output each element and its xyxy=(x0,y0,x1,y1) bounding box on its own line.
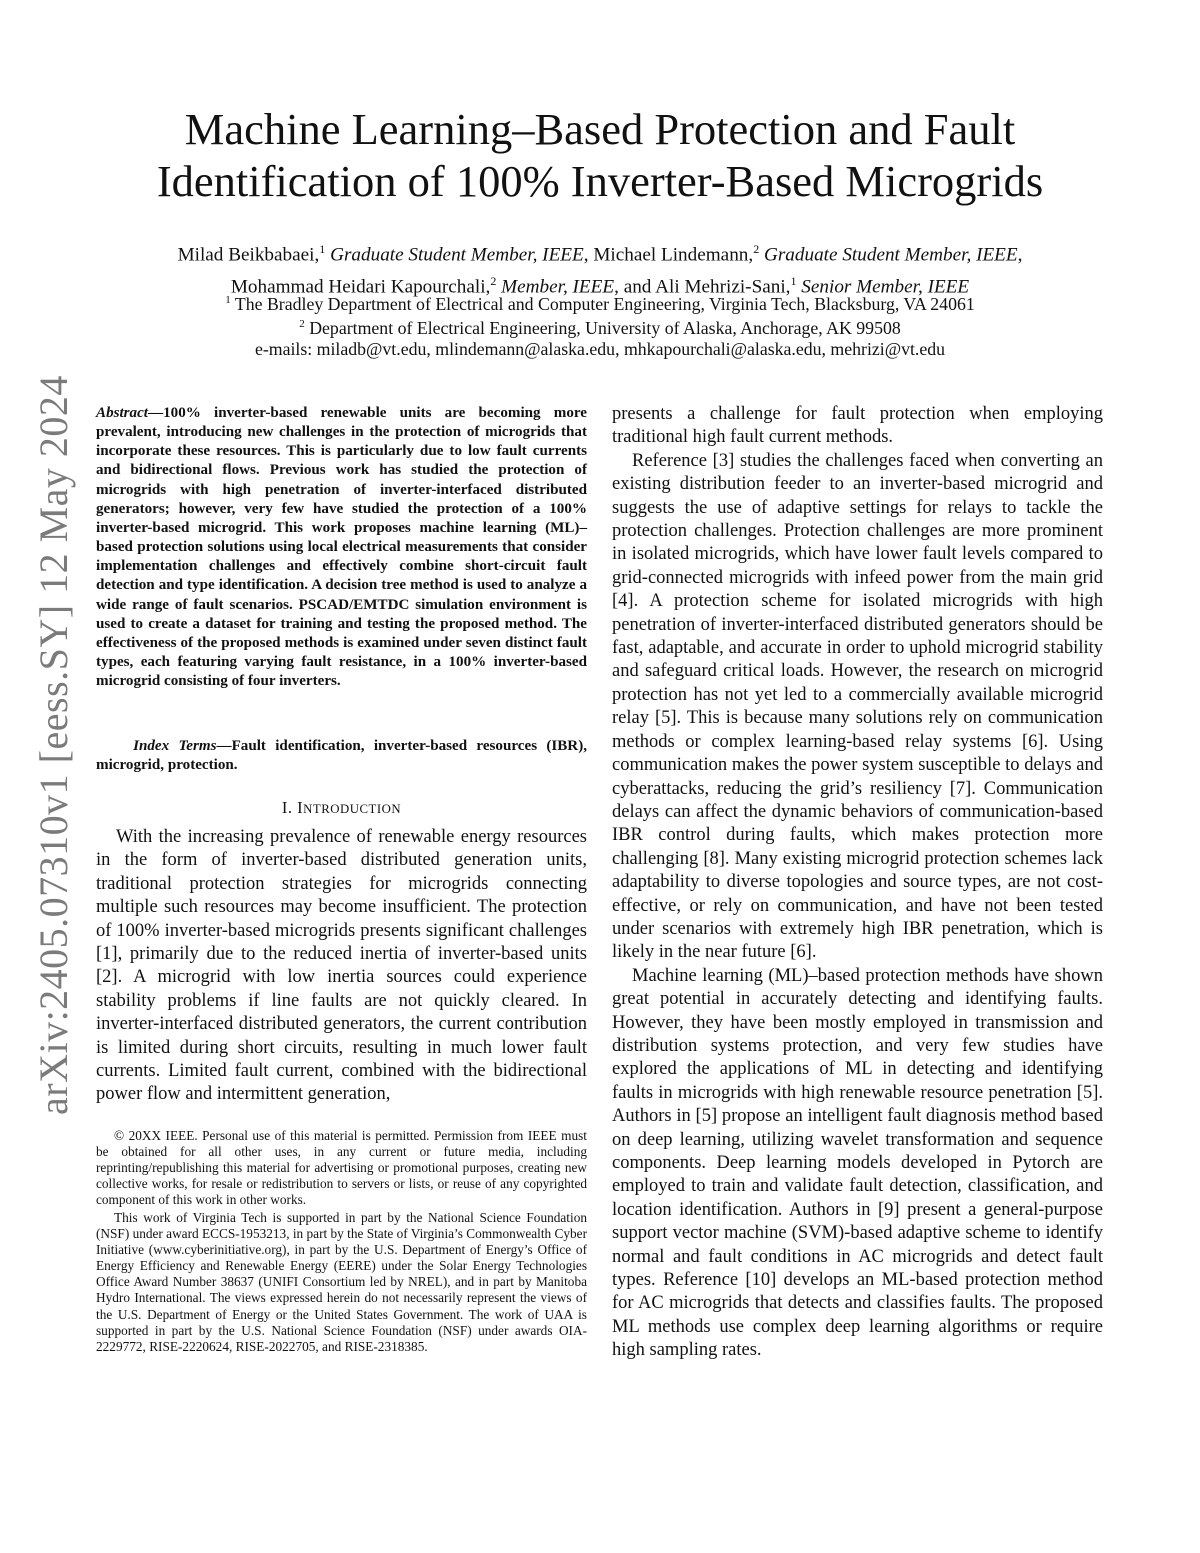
author-role: Graduate Student Member, IEEE xyxy=(763,244,1018,266)
author-name: Milad Beikbabaei, xyxy=(177,244,320,266)
affiliation-2 xyxy=(60,312,1140,340)
section-heading xyxy=(96,798,587,818)
title-line-1: Machine Learning–Based Protection and Fault xyxy=(184,104,1016,154)
intro-left-column xyxy=(96,826,587,1107)
paragraph: Reference [3] studies the challenges faced when converting an existing distribution feeder to an inverter-based microgrid and suggests the use of adaptive settings for relays to tackle the protection challenges. Protection challenges are more prominent in isolated microgrids, which have lower fault levels compared to grid-connected microgrids with infeed power from the main grid [4]. A protection scheme for isolated microgrids with high penetration of inverter-interfaced distributed generators should be fast, adaptable, and accurate in order to uphold microgrid stability and safeguard critical loads. However, the research on microgrid protection has not yet led to a commercially available microgrid relay [5]. This is because many solutions rely on communication methods or complex learning-based relay systems [6]. Using communication makes the power system susceptible to delays and cyberattacks, reducing the grid’s resiliency [7]. Communication delays can affect the dynamic behaviors of communication-based IBR control during faults, which makes protection more challenging [8]. Many existing microgrid protection schemes lack adaptability to diverse topologies and source types, are not cost-effective, or rely on communication, and have not been tested under scenarios with extremely high IBR penetration, which is likely in the near future [6]. xyxy=(612,450,1103,963)
funding-note: This work of Virginia Tech is supported in part by the National Science Foundation (NSF) under award ECCS-1953213, in part by the State of Virginia’s Commonwealth Cyber Initiative (www.cyberinitiative.org), in part by the U.S. Department of Energy’s Office of Energy Efficiency and Renewable Energy (EERE) under the Solar Energy Technologies Office Award Number 38637 (UNIFI Consortium led by NREL), and in part by Manitoba Hydro International. The views expressed herein do not necessarily represent the views of the U.S. Department of Energy or the United States Government. The work of UAA is supported in part by the U.S. National Science Foundation (NSF) under awards OIA-2229772, RISE-2220624, RISE-2022705, and RISE-2318385. xyxy=(96,1210,588,1354)
author-separator: , xyxy=(1017,244,1023,266)
abstract-label: Abstract xyxy=(96,405,148,421)
author-name: Mohammad Heidari Kapourchali, xyxy=(230,276,491,298)
paragraph: With the increasing prevalence of renewable energy resources in the form of inverter-based distributed generation units, traditional protection strategies for microgrids connecting multiple such resources may become insufficient. The protection of 100% inverter-based microgrids presents significant challenges [1], primarily due to the reduced inertia of inverter-based units [2]. A microgrid with low inertia sources could experience stability problems if line faults are not quickly cleared. In inverter-interfaced distributed generators, the current contribution is limited during short circuits, resulting in much lower fault currents. Limited fault current, combined with the bidirectional power flow and intermittent generation, xyxy=(96,827,587,1105)
paragraph: Machine learning (ML)–based protection methods have shown great potential in accurately detecting and identifying faults. However, they have been mostly employed in transmission and distribution systems protection, and very few studies have explored the applications of ML in detecting and identifying faults in microgrids with high renewable resource penetration [5]. Authors in [5] propose an intelligent fault diagnosis method based on deep learning, utilizing wavelet transformation and sequence components. Deep learning models developed in Pytorch are employed to train and validate fault detection, classification, and location identification. Authors in [9] present a general-purpose support vector machine (SVM)-based adaptive scheme to identify normal and fault conditions in AC microgrids and detect fault types. Reference [10] develops an ML-based protection method for AC microgrids that detects and classifies faults. The proposed ML methods use complex deep learning algorithms or require high sampling rates. xyxy=(612,965,1103,1361)
author-name: , and Ali Mehrizi-Sani, xyxy=(614,276,791,298)
abstract-text: —100% inverter-based renewable units are becoming more prevalent, introducing new challenges in the protection of microgrids that incorporate these resources. This is particularly due to low fault currents and bidirectional flows. Previous work has studied the protection of microgrids with high penetration of inverter-interfaced distributed generators; however, very few have studied the protection of a 100% inverter-based microgrid. This work proposes machine learning (ML)–based protection solutions using local electrical measurements that consider implementation challenges and effectively combine short-circuit fault detection and type identification. A decision tree method is used to analyze a wide range of fault scenarios. PSCAD/EMTDC simulation environment is used to create a dataset for training and testing the proposed method. The effectiveness of the proposed methods is examined under seven distinct fault types, each featuring varying fault resistance, in a 100% inverter-based microgrid consisting of four inverters. xyxy=(96,405,587,690)
paragraph: presents a challenge for fault protection when employing traditional high fault current methods. xyxy=(612,404,1103,448)
author-role: Member, IEEE xyxy=(501,276,615,298)
section-title-initial: I xyxy=(297,798,304,817)
author-role: Senior Member, IEEE xyxy=(801,276,970,298)
affiliation-marker: 1 xyxy=(319,242,326,256)
author-role: Graduate Student Member, IEEE xyxy=(330,244,584,266)
paper-title xyxy=(90,103,1110,207)
index-terms xyxy=(96,737,587,775)
copyright-note: © 20XX IEEE. Personal use of this material is permitted. Permission from IEEE must be obtained for all other uses, in any current or future media, including reprinting/republishing this material for advertising or promotional purposes, creating new collective works, for resale or redistribution to servers or lists, or reuse of any copyrighted component of this work in other works. xyxy=(96,1128,587,1208)
section-title-rest: NTRODUCTION xyxy=(303,802,402,816)
section-number: I. xyxy=(281,798,298,817)
arxiv-identifier: arXiv:2405.07310v1 [eess.SY] 12 May 2024 xyxy=(31,375,76,1115)
intro-right-column xyxy=(612,403,1103,1363)
index-terms-text: —Fault identification, inverter-based resources (IBR), microgrid, protection. xyxy=(96,738,588,774)
affiliation-marker: 1 xyxy=(225,294,231,306)
index-terms-label: Index Terms xyxy=(133,738,217,754)
affiliation-text: The Bradley Department of Electrical and Computer Engineering, Virginia Tech, Blacksburg, VA 24061 xyxy=(234,293,975,314)
title-line-2: Identification of 100% Inverter-Based Microgrids xyxy=(156,156,1044,206)
affiliation-marker: 2 xyxy=(490,274,497,289)
affiliation-text: Department of Electrical Engineering, University of Alaska, Anchorage, AK 99508 xyxy=(309,317,901,338)
affiliation-marker: 2 xyxy=(753,242,760,256)
author-emails: e-mails: miladb@vt.edu, mlindemann@alaska.edu, mhkapourchali@alaska.edu, mehrizi@vt.edu xyxy=(254,339,946,359)
footnotes xyxy=(96,1128,587,1357)
affiliation-marker: 1 xyxy=(790,274,797,289)
author-name: , Michael Lindemann, xyxy=(583,244,754,266)
affiliation-marker: 2 xyxy=(299,318,305,330)
abstract xyxy=(96,404,587,691)
